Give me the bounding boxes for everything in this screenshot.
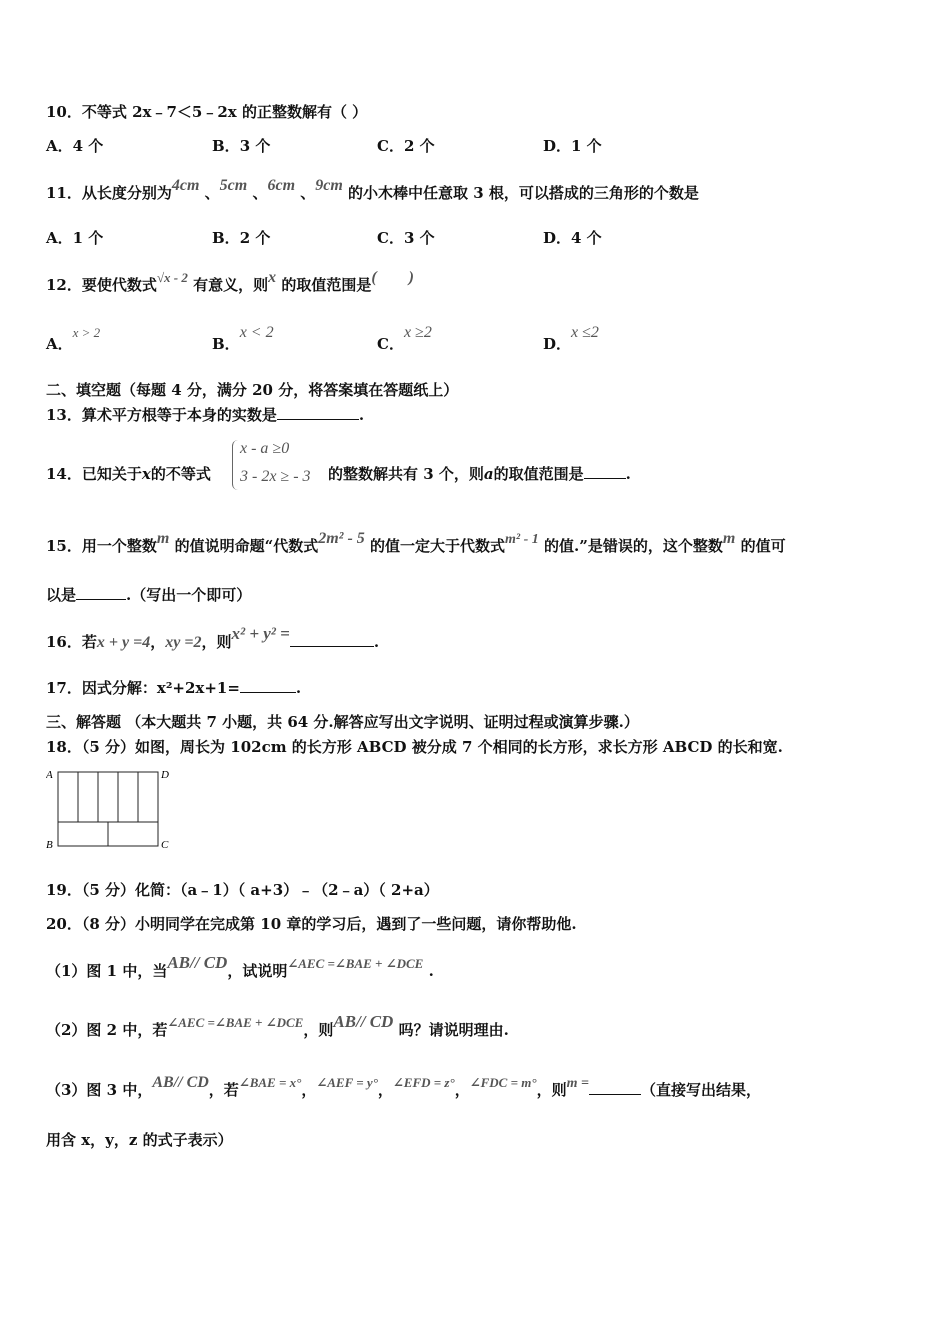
q10-option-a: A．4 个 [46, 137, 104, 155]
section-3-heading: 三、解答题 （本大题共 7 小题，共 64 分.解答应写出文字说明、证明过程或演算步骤.） [46, 713, 639, 731]
q11-option-c: C．3 个 [377, 229, 435, 247]
q11-option-a: A．1 个 [46, 229, 104, 247]
question-18: 18．（5 分）如图，周长为 102cm 的长方形 ABCD 被分成 7 个相同的长方形，求长方形 ABCD 的长和宽. [46, 738, 783, 756]
inequality-system: x - a ≥0 3 - 2x ≥ - 3 [232, 438, 332, 492]
question-11: 11．从长度分别为4cm 、5cm 、6cm 、9cm 的小木棒中任意取 3 根，可以搭成的三角形的个数是 [46, 177, 699, 202]
variable-x: x [268, 269, 277, 286]
label-a: A [46, 769, 53, 781]
question-16: 16．若x + y =4，xy =2，则x² + y² = . [46, 624, 380, 651]
question-20-part-3-line-2: 用含 x，y，z 的式子表示） [46, 1131, 233, 1149]
answer-paren: ( ) [371, 269, 415, 286]
question-14: 14．已知关于x的不等式 [46, 465, 211, 483]
q11-option-b: B．2 个 [212, 229, 271, 247]
question-14-tail: 的整数解共有 3 个，则a的取值范围是 . [328, 465, 631, 483]
length-4cm: 4cm [171, 177, 200, 194]
question-20: 20．（8 分）小明同学在完成第 10 章的学习后，遇到了一些问题，请你帮助他. [46, 915, 577, 933]
question-20-part-1: （1）图 1 中，当AB// CD，试说明∠AEC =∠BAE + ∠DCE . [46, 953, 434, 980]
q10-option-b: B．3 个 [212, 137, 271, 155]
q12-option-d: D．x ≤2 [543, 324, 599, 353]
label-d: D [161, 769, 169, 781]
rectangle-abcd-figure [46, 766, 186, 856]
q12-option-c: C．x ≥2 [377, 324, 432, 353]
q10-option-c: C．2 个 [377, 137, 435, 155]
question-15-line-2: 以是 .（写出一个即可） [46, 586, 252, 604]
sqrt-expression: √x - 2 [156, 270, 188, 285]
q12-option-a: A．x > 2 [46, 325, 101, 353]
q12-option-b: B．x < 2 [212, 324, 274, 353]
brace-icon [232, 440, 239, 490]
q11-option-d: D．4 个 [543, 229, 602, 247]
q10-option-d: D．1 个 [543, 137, 602, 155]
label-b: B [46, 839, 53, 851]
question-12: 12．要使代数式√x - 2 有意义，则x 的取值范围是( ) [46, 269, 415, 294]
question-19: 19．（5 分）化简：（a﹣1）（ a+3）﹣（2﹣a）（ 2+a） [46, 881, 439, 899]
length-5cm: 5cm [219, 177, 248, 194]
question-20-part-2: （2）图 2 中，若∠AEC =∠BAE + ∠DCE，则AB// CD 吗？请说明理由. [46, 1012, 509, 1039]
length-9cm: 9cm [315, 177, 343, 194]
question-20-part-3: （3）图 3 中，AB// CD，若∠BAE = x°，∠AEF = y°，∠EFD = z°，∠FDC = m°，则m = （直接写出结果， [46, 1074, 761, 1099]
question-13: 13．算术平方根等于本身的实数是 . [46, 406, 365, 424]
question-10: 10．不等式 2x﹣7＜5﹣2x 的正整数解有（ ） [46, 103, 368, 121]
label-c: C [161, 839, 169, 851]
question-17: 17．因式分解：x²+2x+1= . [46, 679, 302, 697]
section-2-heading: 二、填空题（每题 4 分，满分 20 分，将答案填在答题纸上） [46, 381, 459, 399]
length-6cm: 6cm [267, 177, 296, 194]
question-15: 15．用一个整数m 的值说明命题“代数式2m² - 5 的值一定大于代数式m² - 1 的值.”是错误的，这个整数m 的值可 [46, 530, 786, 555]
